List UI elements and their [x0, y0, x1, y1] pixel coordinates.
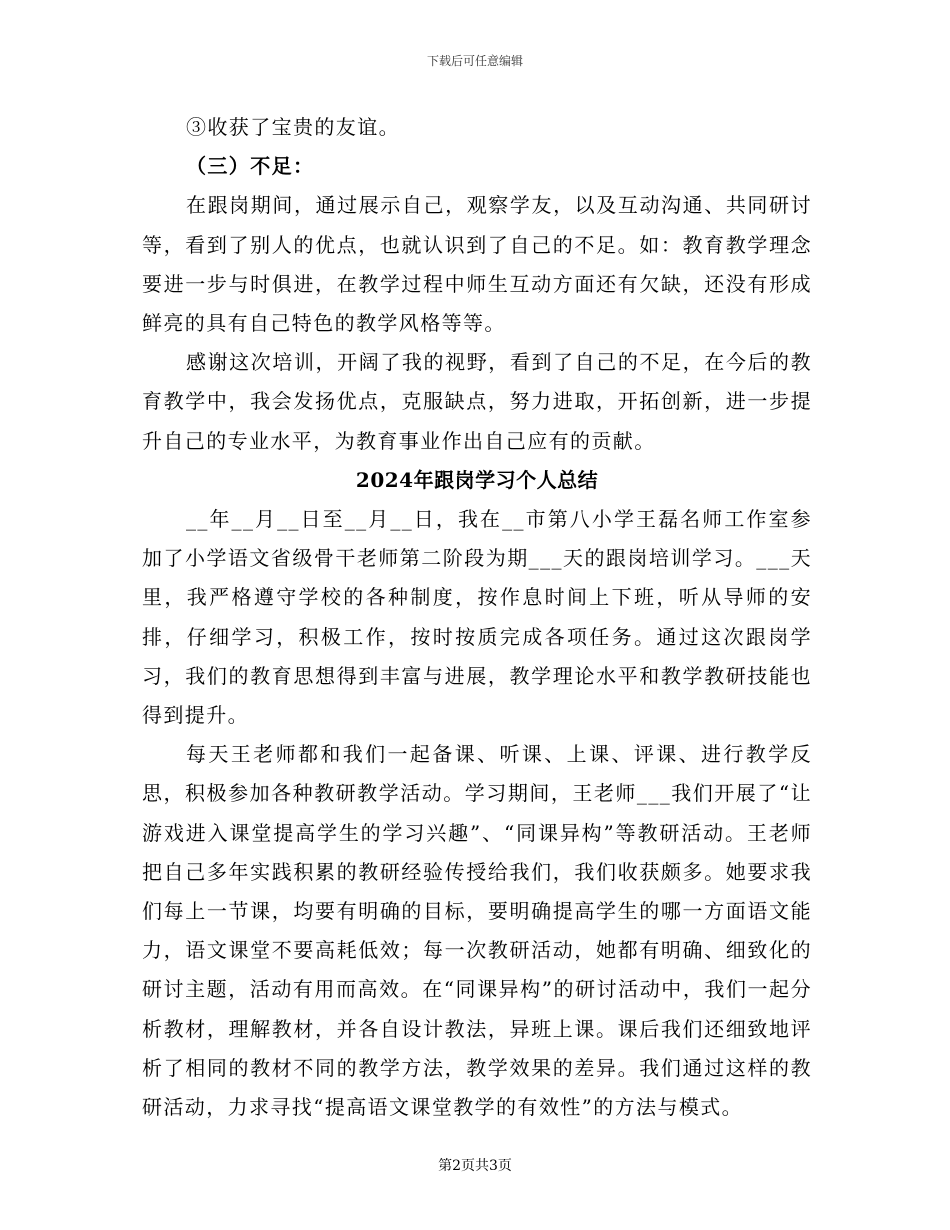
page-header: 下载后可任意编辑 [426, 54, 523, 68]
page-footer: 第2页共3页 [438, 1158, 512, 1174]
document-title: 2024年跟岗学习个人总结 [355, 467, 599, 492]
document-body [142, 108, 812, 1127]
paragraph-friendship: ③收获了宝贵的友谊。 [186, 115, 400, 139]
paragraph-shortcomings: 在跟岗期间，通过展示自己，观察学友，以及互动沟通、共同研讨等，看到了别人的优点，也就认识到了自己的不足。如：教育教学理念要进一步与时俱进，在教学过程中师生互动方面还有欠缺，还没有形成鲜亮的具有自己特色的教学风格等等。 [142, 193, 812, 336]
paragraph-gratitude: 感谢这次培训，开阔了我的视野，看到了自己的不足，在今后的教育教学中，我会发扬优点，克服缺点，努力进取，开拓创新，进一步提升自己的专业水平，为教育事业作出自己应有的贡献。 [142, 350, 812, 453]
section-heading-shortcomings: （三）不足： [186, 154, 315, 179]
paragraph-intro: __年__月__日至__月__日，我在__市第八小学王磊名师工作室参加了小学语文省级骨干老师第二阶段为期___天的跟岗培训学习。___天里，我严格遵守学校的各种制度，按作息时间上下班，听从导师的安排，仔细学习，积极工作，按时按质完成各项任务。通过这次跟岗学习，我们的教育思想得到丰富与进展，教学理论水平和教学教研技能也得到提升。 [142, 507, 812, 728]
paragraph-daily-activities: 每天王老师都和我们一起备课、听课、上课、评课、进行教学反思，积极参加各种教研教学活动。学习期间，王老师___我们开展了“让游戏进入课堂提高学生的学习兴趣”、“同课异构”等教研活动。王老师把自己多年实践积累的教研经验传授给我们，我们收获颇多。她要求我们每上一节课，均要有明确的目标，要明确提高学生的哪一方面语文能力，语文课堂不要高耗低效；每一次教研活动，她都有明确、细致化的研讨主题，活动有用而高效。在“同课异构”的研讨活动中，我们一起分析教材，理解教材，并各自设计教法，异班上课。课后我们还细致地评析了相同的教材不同的教学方法，教学效果的差异。我们通过这样的教研活动，力求寻找“提高语文课堂教学的有效性”的方法与模式。 [142, 742, 812, 1120]
